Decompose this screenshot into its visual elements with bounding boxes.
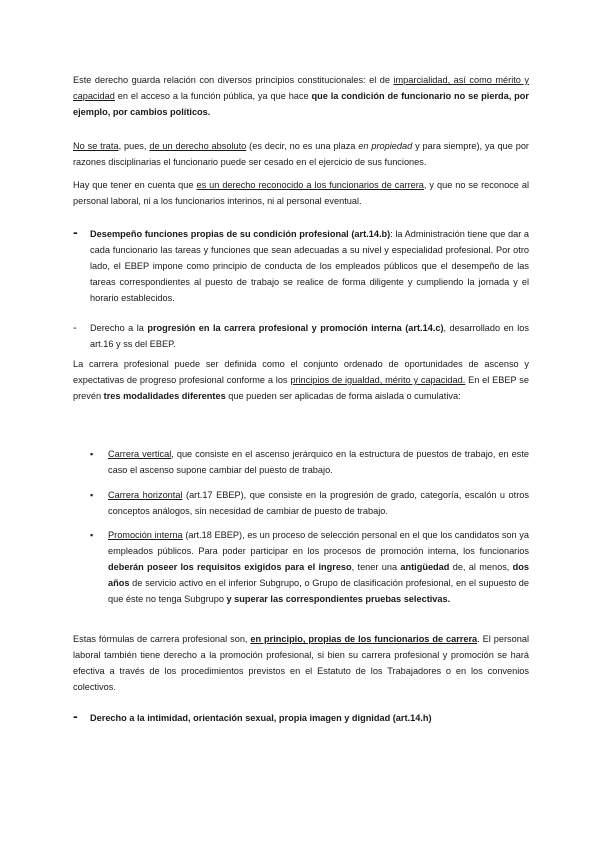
list-item-desempeno xyxy=(90,226,529,306)
list-item-progresion xyxy=(90,320,529,352)
text: que pueden ser aplicadas de forma aislada o cumulativa: xyxy=(225,391,461,401)
bold-underlined-text: en principio, propias de los funcionarios de carrera xyxy=(250,634,478,644)
list-dash-marker: - xyxy=(73,224,78,240)
square-bullet-icon: ▪ xyxy=(90,530,94,540)
bold-text: Derecho a la intimidad, orientación sexual, propia imagen y dignidad (art.14.h) xyxy=(90,713,432,723)
underlined-text: Carrera horizontal xyxy=(108,490,183,500)
text: (es decir, no es una plaza xyxy=(246,141,359,151)
bold-text: que la condición de funcionario no se pierda, por ejemplo, por cambios políticos. xyxy=(73,91,529,117)
underlined-text: principios de igualdad, mérito y capacidad. xyxy=(290,375,466,385)
underlined-text: No se trata xyxy=(73,141,119,151)
bold-text: y superar las correspondientes pruebas selectivas. xyxy=(226,594,451,604)
text: (art.17 EBEP), que consiste en la progresión de grado, categoría, escalón u otros conceptos análogos, sin necesidad de cambiar de puesto de trabajo. xyxy=(108,490,529,516)
paragraph-imparcialidad xyxy=(73,72,529,120)
italic-text: en propiedad xyxy=(358,141,413,151)
text: Estas fórmulas de carrera profesional son, xyxy=(73,634,251,644)
text: (art.18 EBEP), es un proceso de selección personal en el que los candidatos son ya empleados públicos. Para poder participar en los procesos de promoción interna, los funcionarios xyxy=(108,530,529,556)
paragraph-funcionarios-carrera xyxy=(73,177,529,209)
underlined-text: Carrera vertical xyxy=(108,449,172,459)
sub-item-carrera-horizontal xyxy=(108,487,529,519)
underlined-text: imparcialidad, así como mérito y capacidad xyxy=(73,75,529,101)
text: : la Administración tiene que dar a cada funcionario las tareas y funciones que sean adecuadas a su nivel y especialidad profesional. Por otro lado, el EBEP impone como principio de conducta de los empleados públicos que el desempeño de las tareas correspondientes al puesto de trabajo se realice de forma diligente y cumpliendo la jornada y el horario establecidos. xyxy=(90,229,530,303)
text: Derecho a la xyxy=(90,323,148,333)
bold-text: deberán poseer los requisitos exigidos para el ingreso xyxy=(108,562,352,572)
text: de servicio activo en el inferior Subgrupo, o Grupo de clasificación profesional, en el supuesto de que éste no tenga Subgrupo xyxy=(108,578,529,604)
bold-text: Desempeño funciones propias de su condición profesional (art.14.b) xyxy=(90,229,391,239)
underlined-text: es un derecho reconocido a los funcionarios de carrera xyxy=(196,180,424,190)
sub-item-carrera-vertical xyxy=(108,446,529,478)
underlined-text: de un derecho absoluto xyxy=(149,141,247,151)
text: Este derecho guarda relación con diversos principios constitucionales: el de xyxy=(73,75,394,85)
text: de, al menos, xyxy=(449,562,513,572)
paragraph-no-absoluto xyxy=(73,138,529,170)
square-bullet-icon: ▪ xyxy=(90,490,94,500)
text: en el acceso a la función pública, ya que hace xyxy=(114,91,312,101)
square-bullet-icon: ▪ xyxy=(90,449,94,459)
bold-text: antigüedad xyxy=(400,562,450,572)
sub-item-promocion-interna xyxy=(108,527,529,607)
text: , desarrollado en los art.16 y ss del EBEP. xyxy=(90,323,529,349)
list-dash-marker: - xyxy=(73,708,78,724)
text: , que consiste en el ascenso jerárquico en la estructura de puestos de trabajo, en este caso el ascenso supone cambiar del puesto de trabajo. xyxy=(108,449,530,475)
text: , tener una xyxy=(351,562,401,572)
text: , pues, xyxy=(118,141,150,151)
bold-text: dos años xyxy=(108,562,529,588)
underlined-text: Promoción interna xyxy=(108,530,183,540)
bold-text: tres modalidades diferentes xyxy=(103,391,226,401)
text: . El personal laboral también tiene derecho a la promoción profesional, si bien su carrera profesional y promoción se hará efectiva a través de los procedimientos previstos en el Estatuto de los Trabajadores o en los convenios colectivos. xyxy=(73,634,529,692)
text: En el EBEP se prevén xyxy=(73,375,529,401)
text: La carrera profesional puede ser definida como el conjunto ordenado de oportunidades de ascenso y expectativas de progreso profesional conforme a los xyxy=(73,359,529,385)
bold-text: progresión en la carrera profesional y promoción interna (art.14.c) xyxy=(147,323,444,333)
paragraph-formulas-carrera xyxy=(73,631,529,695)
text: Hay que tener en cuenta que xyxy=(73,180,197,190)
text: , y que no se reconoce al personal laboral, ni a los funcionarios interinos, ni al personal eventual. xyxy=(73,180,529,206)
text: y para siempre), ya que por razones disciplinarias el funcionario puede ser cesado en el ejercicio de sus funciones. xyxy=(73,141,529,167)
list-dash-marker: - xyxy=(73,322,77,334)
list-item-intimidad xyxy=(90,710,529,726)
paragraph-carrera-profesional xyxy=(73,356,529,404)
